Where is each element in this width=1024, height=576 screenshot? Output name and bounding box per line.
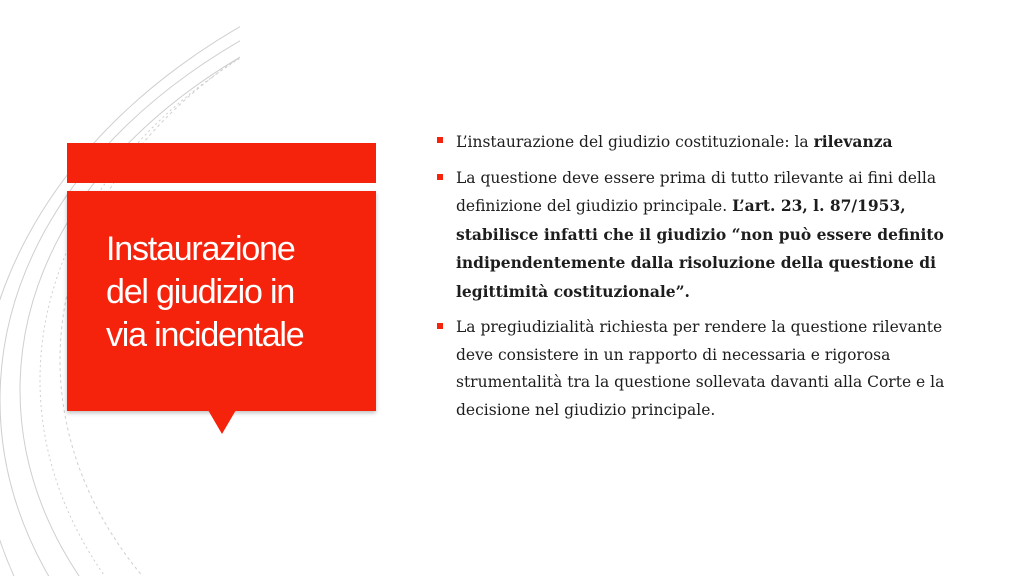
title-line-2: del giudizio in bbox=[106, 273, 295, 311]
bullet-square-icon bbox=[437, 323, 443, 329]
bullet-item bbox=[436, 314, 976, 424]
slide-title bbox=[106, 228, 368, 357]
bullet-text: La pregiudizialità richiesta per rendere la questione rilevante deve consistere in un rapporto di necessaria e rigorosa strumentalità tra la questione sollevata davanti alla Corte e la decisione nel giudizio principale. bbox=[456, 318, 945, 419]
bullet-bold-text: rilevanza bbox=[813, 132, 893, 151]
title-line-3: via incidentale bbox=[106, 316, 304, 354]
title-line-1: Instaurazione bbox=[106, 230, 295, 268]
bullet-text: La questione deve essere prima di tutto rilevante ai fini della definizione del giudizio principale. bbox=[456, 168, 937, 215]
title-accent-strip bbox=[67, 143, 376, 183]
bullet-item bbox=[436, 128, 976, 157]
bullet-item bbox=[436, 165, 976, 307]
bullet-list bbox=[436, 128, 976, 432]
bullet-square-icon bbox=[437, 137, 443, 143]
bullet-square-icon bbox=[437, 174, 443, 180]
bullet-bold-text: L’art. 23, l. 87/1953, stabilisce infatti che il giudizio “non può essere definito indipendentemente dalla risoluzione della questione di legittimità costituzionale”. bbox=[456, 196, 944, 301]
title-pointer bbox=[208, 410, 236, 434]
bullet-text: L’instaurazione del giudizio costituzionale: la bbox=[456, 133, 814, 151]
